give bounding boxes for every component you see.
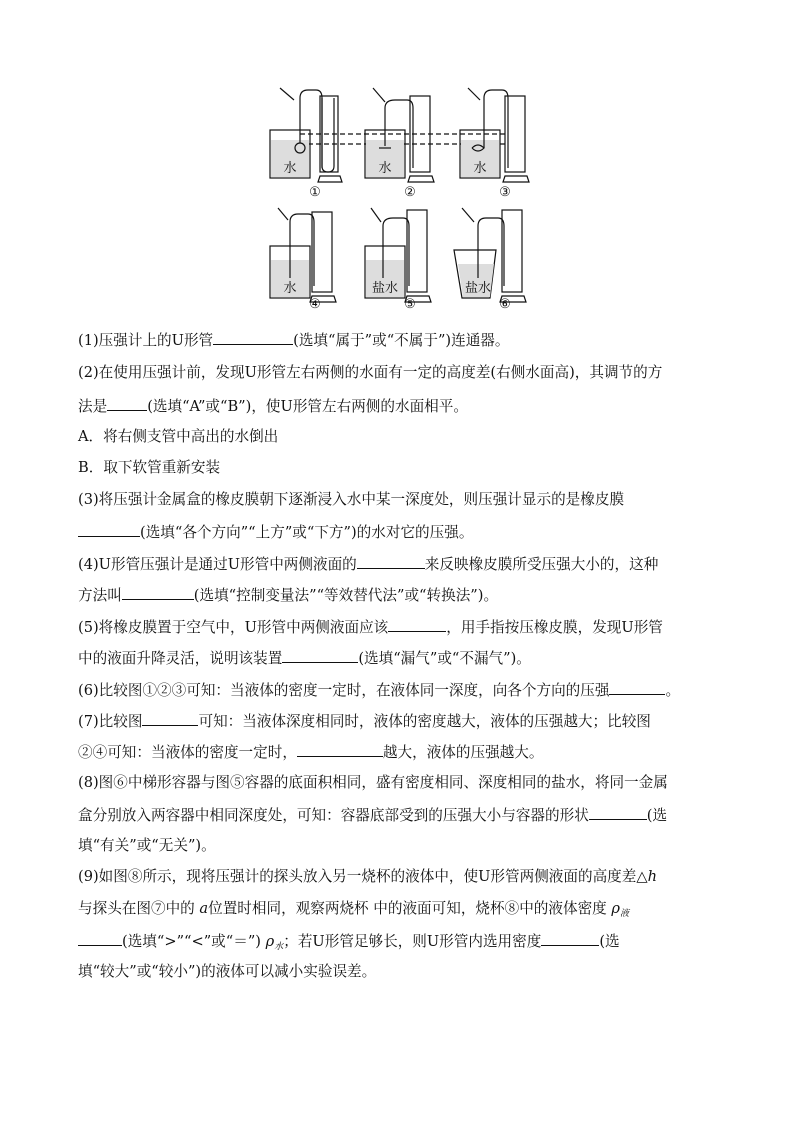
figure-number-2: ② <box>404 185 416 200</box>
option-b: B．取下软管重新安装 <box>78 459 221 476</box>
question-9-line-1: (9)如图⑧所示，现将压强计的探头放入另一烧杯的液体中，使U形管两侧液面的高度差△h <box>78 868 657 885</box>
option-a: A．将右侧支管中高出的水倒出 <box>78 428 279 445</box>
answer-blank[interactable] <box>78 522 140 537</box>
beaker-label-5: 盐水 <box>371 281 399 296</box>
pressure-gauge-experiment-figure <box>260 78 550 310</box>
beaker-label-1: 水 <box>283 161 297 176</box>
question-2-line-2: 法是 (选填“A”或“B”)，使U形管左右两侧的水面相平。 <box>78 398 468 415</box>
answer-blank[interactable] <box>107 396 147 411</box>
beaker-label-4: 水 <box>283 281 297 296</box>
answer-blank[interactable] <box>541 931 599 946</box>
question-8-line-2: 盒分别放入两容器中相同深度处，可知：容器底部受到的压强大小与容器的形状 (选 <box>78 807 668 824</box>
answer-blank[interactable] <box>357 554 425 569</box>
question-5-line-1: (5)将橡皮膜置于空气中，U形管中两侧液面应该 ，用手指按压橡皮膜，发现U形管 <box>78 619 663 636</box>
answer-blank[interactable] <box>388 617 446 632</box>
figure-number-1: ① <box>309 185 321 200</box>
question-3-line-2: (选填“各个方向”“上方”或“下方”)的水对它的压强。 <box>78 522 718 541</box>
question-2-line-1: (2)在使用压强计前，发现U形管左右两侧的水面有一定的高度差(右侧水面高)，其调节的方 <box>78 364 663 381</box>
beaker-label-3: 水 <box>473 161 487 176</box>
answer-blank[interactable] <box>78 931 122 946</box>
figure-number-6: ⑥ <box>499 297 511 310</box>
question-3-line-1: (3)将压强计金属盒的橡皮膜朝下逐渐浸入水中某一深度处，则压强计显示的是橡皮膜 <box>78 491 625 508</box>
answer-blank[interactable] <box>297 742 383 757</box>
question-8-line-1: (8)图⑥中梯形容器与图⑤容器的底面积相同，盛有密度相同、深度相同的盐水，将同一金属 <box>78 774 668 791</box>
question-9-line-3: (选填“>”“<”或“＝”) $\rho_水$；若U形管足够长，则U形管内选用密度 (选 <box>78 931 718 956</box>
figure-number-3: ③ <box>499 185 511 200</box>
question-8-line-3: 填“有关”或“无关”)。 <box>78 837 216 854</box>
figure-number-4: ④ <box>309 297 321 310</box>
question-9-line-2: 与探头在图⑦中的 a位置时相同，观察两烧杯 中的液面可知，烧杯⑧中的液体密度 $\rho_液$ <box>78 900 630 919</box>
question-1: (1)压强计上的U形管 (选填“属于”或“不属于”)连通器。 <box>78 332 510 349</box>
answer-blank[interactable] <box>213 330 293 345</box>
question-5-line-2: 中的液面升降灵活，说明该装置 (选填“漏气”或“不漏气”)。 <box>78 650 531 667</box>
question-7-line-2: ②④可知：当液体的密度一定时， 越大，液体的压强越大。 <box>78 744 544 761</box>
answer-blank[interactable] <box>122 585 194 600</box>
answer-blank[interactable] <box>142 711 198 726</box>
question-4-line-2: 方法叫 (选填“控制变量法”“等效替代法”或“转换法”)。 <box>78 587 499 604</box>
question-7-line-1: (7)比较图 可知：当液体深度相同时，液体的密度越大，液体的压强越大；比较图 <box>78 713 651 730</box>
answer-blank[interactable] <box>282 648 358 663</box>
beaker-label-2: 水 <box>378 161 392 176</box>
beaker-label-6: 盐水 <box>464 281 492 296</box>
answer-blank[interactable] <box>589 805 647 820</box>
question-9-line-4: 填“较大”或“较小”)的液体可以减小实验误差。 <box>78 963 377 980</box>
question-6: (6)比较图①②③可知：当液体的密度一定时，在液体同一深度，向各个方向的压强 。 <box>78 682 681 699</box>
question-4-line-1: (4)U形管压强计是通过U形管中两侧液面的 来反映橡皮膜所受压强大小的，这种 <box>78 556 659 573</box>
figure-number-5: ⑤ <box>404 297 416 310</box>
answer-blank[interactable] <box>609 680 665 695</box>
